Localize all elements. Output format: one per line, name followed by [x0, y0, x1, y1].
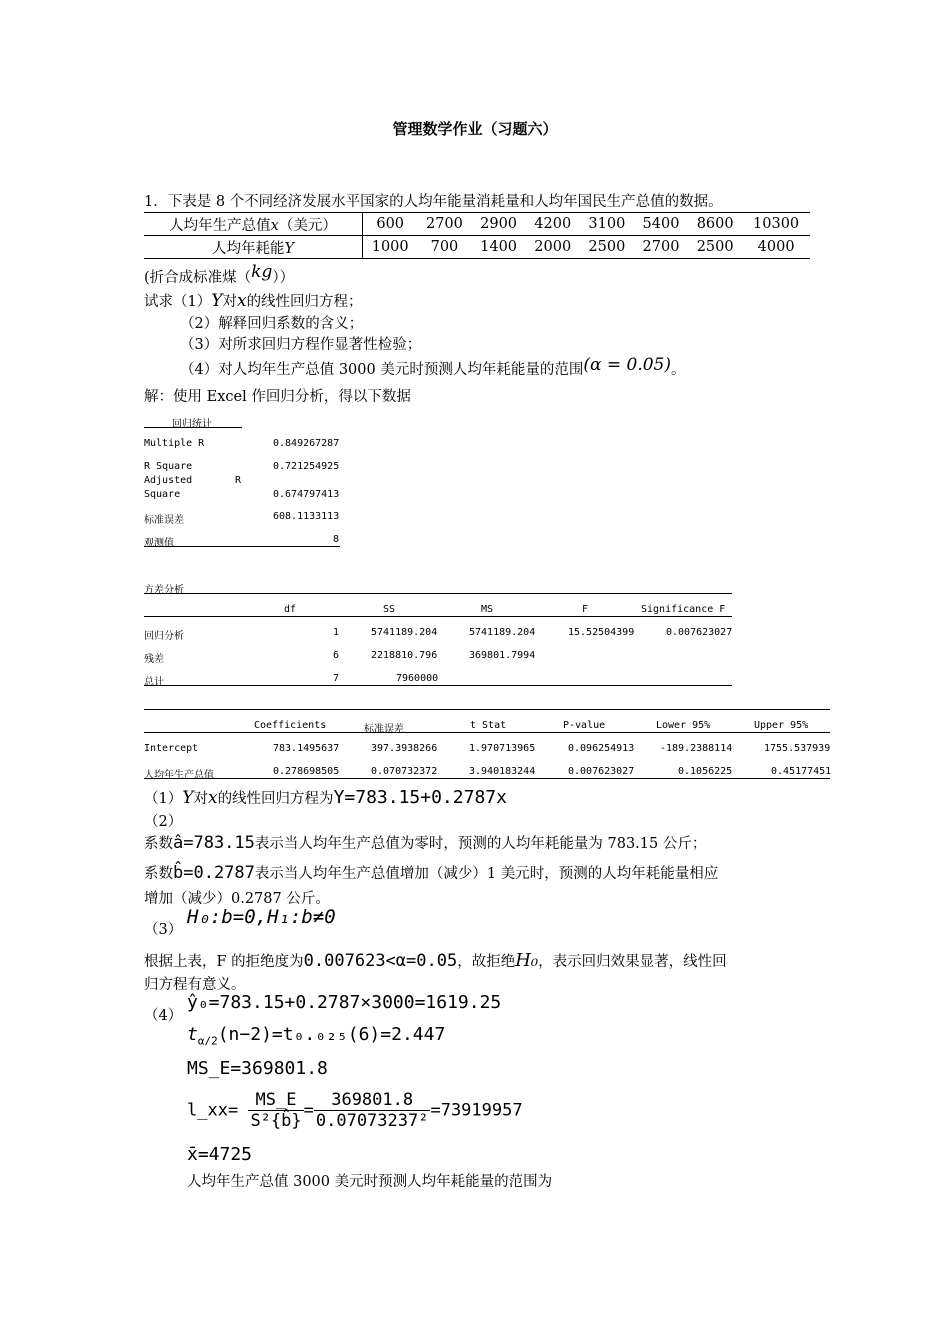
divider — [144, 778, 830, 779]
coef-cell: 0.1056225 — [678, 766, 733, 777]
stat-label: Square — [144, 489, 181, 500]
prediction-equation: ŷ₀=783.15+0.2787×3000=1619.25 — [187, 992, 502, 1013]
table-cell: 4000 — [742, 236, 810, 259]
divider — [144, 685, 732, 686]
coef-header: 标准误差 — [364, 724, 404, 735]
coef-cell: 0.096254913 — [568, 743, 635, 754]
stat-value: 0.721254925 — [273, 461, 340, 472]
divider — [144, 427, 242, 428]
stat-value: 8 — [333, 534, 340, 545]
answer-2-line-1: 系数â=783.15表示当人均年生产总值为零时，预测的人均年耗能量为 783.15 公斤； — [144, 833, 707, 853]
table-cell: 5400 — [634, 213, 688, 236]
answer-2-line-2: 系数b̂=0.2787表示当人均年生产总值增加（减少）1 美元时，预测的人均年耗能量相应 — [144, 863, 719, 883]
anova-title: 方差分析 — [144, 585, 184, 596]
anova-header: Significance F — [641, 604, 726, 615]
unit-note: (折合成标准煤（kg）） — [144, 262, 295, 286]
hypothesis-equation: H₀:b=0,H₁:b≠0 — [187, 906, 336, 928]
table-cell: 1000 — [363, 236, 418, 259]
coef-cell: 1755.537939 — [764, 743, 831, 754]
divider — [144, 593, 732, 594]
answer-2-label: （2） — [144, 814, 183, 830]
coef-row-label: Intercept — [144, 743, 199, 754]
divider — [144, 546, 340, 547]
answer-3-label: （3） — [144, 922, 183, 938]
anova-row-label: 总计 — [144, 677, 164, 688]
anova-header: df — [284, 604, 297, 615]
table-cell: 2700 — [417, 213, 471, 236]
anova-header: F — [582, 604, 589, 615]
regression-stats-header: 回归统计 — [172, 419, 212, 430]
data-table — [144, 212, 810, 259]
row-header-energy: 人均年耗能Y — [144, 236, 363, 259]
anova-header: SS — [383, 604, 396, 615]
coef-header: Lower 95% — [656, 720, 711, 731]
coef-cell: -189.2388114 — [660, 743, 733, 754]
divider — [144, 616, 732, 617]
coef-cell: 3.940183244 — [469, 766, 536, 777]
stat-value: 608.1133113 — [273, 511, 340, 522]
table-cell: 1400 — [472, 236, 526, 259]
anova-cell: 6 — [333, 650, 340, 661]
table-cell: 10300 — [742, 213, 810, 236]
table-cell: 2900 — [472, 213, 526, 236]
coef-cell: 397.3938266 — [371, 743, 438, 754]
anova-cell: 5741189.204 — [371, 627, 438, 638]
anova-cell: 15.52504399 — [568, 627, 635, 638]
stat-label: 标准误差 — [144, 515, 184, 526]
stat-label: Adjusted — [144, 475, 193, 486]
mse-equation: MS_E=369801.8 — [187, 1058, 328, 1079]
question-3: （3）对所求回归方程作显著性检验； — [180, 337, 422, 353]
coef-cell: 0.070732372 — [371, 766, 438, 777]
table-cell: 2500 — [688, 236, 742, 259]
table-row — [144, 236, 810, 259]
stat-label: R — [235, 475, 242, 486]
coef-header: Coefficients — [254, 720, 327, 731]
question-2: （2）解释回归系数的含义； — [180, 316, 364, 332]
answer-2-line-3: 增加（减少）0.2787 公斤。 — [144, 891, 330, 907]
anova-header: MS — [481, 604, 494, 615]
problem-intro: 1．下表是 8 个不同经济发展水平国家的人均年能量消耗量和人均年国民生产总值的数据。 — [144, 194, 723, 210]
table-cell: 600 — [363, 213, 418, 236]
coef-header: t Stat — [470, 720, 507, 731]
answer-3-text-line-2: 归方程有意义。 — [144, 977, 246, 993]
regression-equation: Y=783.15+0.2787x — [333, 787, 507, 808]
anova-cell: 7960000 — [396, 673, 439, 684]
table-row — [144, 213, 810, 236]
question-4: （4）对人均年生产总值 3000 美元时预测人均年耗能量的范围(α = 0.05)。 — [180, 355, 686, 378]
coef-header: Upper 95% — [754, 720, 809, 731]
table-cell: 3100 — [580, 213, 634, 236]
answer-4-label: （4） — [144, 1008, 183, 1024]
stat-label: 观测值 — [144, 538, 174, 549]
mean-x-equation: x̄=4725 — [187, 1144, 253, 1165]
row-header-gdp: 人均年生产总值x（美元） — [144, 213, 363, 236]
lxx-equation: l_xx= $\frac{MS\_E}{\text{S²\{b̂\}}}$ = $\frac{369801.8}{\text{0.07073237²}}$ =73919957 — [187, 1090, 523, 1131]
anova-row-label: 残差 — [144, 654, 164, 665]
anova-cell: 5741189.204 — [469, 627, 536, 638]
anova-cell: 0.007623027 — [666, 627, 733, 638]
question-1: 试求（1）Y对x的线性回归方程； — [144, 291, 363, 311]
table-cell: 700 — [417, 236, 471, 259]
coef-cell: 1.970713965 — [469, 743, 536, 754]
answer-1: （1）Y对x的线性回归方程为Y=783.15+0.2787x — [144, 787, 507, 808]
anova-cell: 7 — [333, 673, 340, 684]
anova-row-label: 回归分析 — [144, 631, 184, 642]
coef-cell: 0.007623027 — [568, 766, 635, 777]
table-cell: 2700 — [634, 236, 688, 259]
stat-label: Multiple R — [144, 438, 205, 449]
coef-header: P-value — [563, 720, 606, 731]
stat-value: 0.674797413 — [273, 489, 340, 500]
solution-intro: 解：使用 Excel 作回归分析，得以下数据 — [144, 389, 411, 405]
document-title: 管理数学作业（习题六） — [392, 120, 558, 138]
t-value-equation: $t_{\alpha/2}(n-2)=t_0._{025}(6)=2.447$ — [187, 1024, 446, 1048]
table-cell: 8600 — [688, 213, 742, 236]
coef-cell: 0.45177451 — [771, 766, 832, 777]
stat-label: R Square — [144, 461, 193, 472]
coef-cell: 783.1495637 — [273, 743, 340, 754]
answer-4-final: 人均年生产总值 3000 美元时预测人均年耗能量的范围为 — [187, 1174, 553, 1190]
answer-3-text: 根据上表，F 的拒绝度为0.007623<α=0.05，故拒绝H₀，表示回归效果显著，线性回 — [144, 950, 727, 971]
coef-row-label: 人均年生产总值 — [144, 770, 214, 781]
table-cell: 4200 — [526, 213, 580, 236]
table-cell: 2500 — [580, 236, 634, 259]
divider — [144, 732, 830, 733]
divider — [144, 709, 830, 710]
anova-cell: 2218810.796 — [371, 650, 438, 661]
coef-cell: 0.278698505 — [273, 766, 340, 777]
table-cell: 2000 — [526, 236, 580, 259]
anova-cell: 369801.7994 — [469, 650, 536, 661]
stat-value: 0.849267287 — [273, 438, 340, 449]
anova-cell: 1 — [333, 627, 340, 638]
